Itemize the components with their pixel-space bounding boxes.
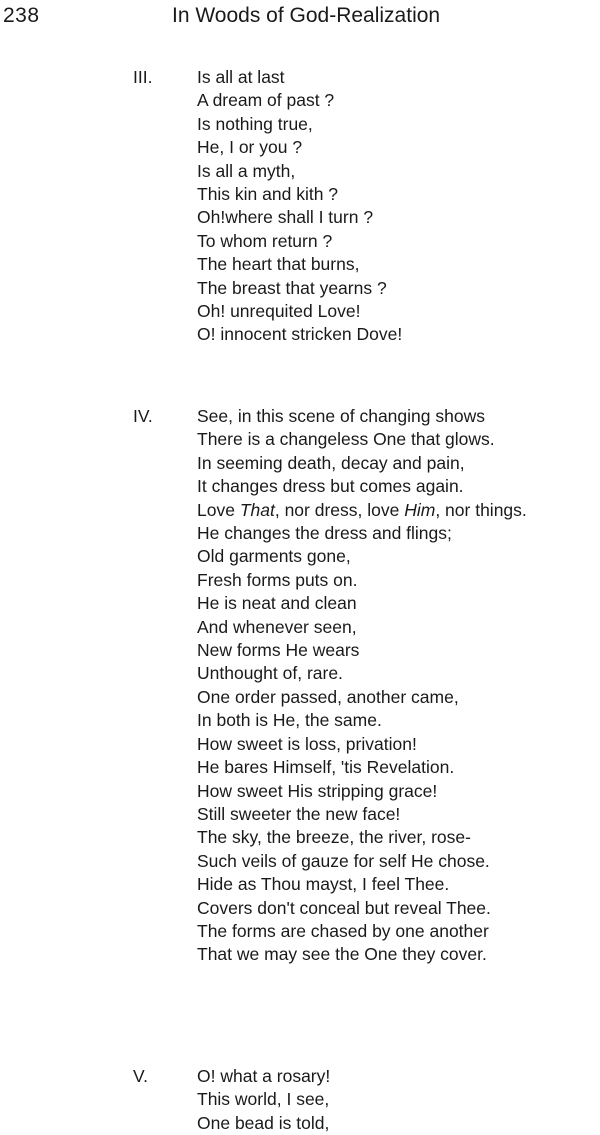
verse-line: He changes the dress and flings; [197,523,452,544]
verse-line: The forms are chased by one another [197,920,489,941]
verse-line: The breast that yearns ? [197,277,387,298]
page-number: 238 [3,4,40,27]
verse-line: Oh! unrequited Love! [197,301,361,322]
verse-line: Covers don't conceal but reveal Thee. [197,897,491,918]
verse-line: Fresh forms puts on. [197,569,358,590]
verse-line: He bares Himself, 'tis Revelation. [197,757,455,778]
stanza-number: V. [133,1066,148,1086]
verse-line: Oh!where shall I turn ? [197,207,374,228]
verse-line: Unthought of, rare. [197,663,343,684]
verse-line: New forms He wears [197,640,360,661]
verse-line: Such veils of gauze for self He chose. [197,850,490,871]
verse-text-italic: Him [404,499,436,520]
verse-line: How sweet is loss, privation! [197,733,417,754]
stanza-lines [197,1065,330,1135]
verse-line: Is all a myth, [197,160,296,181]
verse-line: And whenever seen, [197,616,357,637]
verse-line: The sky, the breeze, the river, rose- [197,827,471,848]
stanza-lines [197,405,527,967]
verse-line: One order passed, another came, [197,686,459,707]
verse-line-italic-mixed [197,499,527,522]
running-title: In Woods of God-Realization [172,4,441,27]
verse-line: Old garments gone, [197,546,351,567]
verse-line: See, in this scene of changing shows [197,406,485,426]
verse-line: He is neat and clean [197,593,357,614]
verse-line: Still sweeter the new face! [197,803,401,824]
verse-line: A dream of past ? [197,90,335,111]
verse-line: O! what a rosary! [197,1066,331,1086]
verse-line: O! innocent stricken Dove! [197,324,403,345]
verse-text: Love [197,499,240,520]
verse-text: , nor dress, love [274,499,405,520]
stanza-number: IV. [133,406,153,426]
stanza-lines [197,66,402,347]
verse-line: One bead is told, [197,1112,330,1133]
verse-text: , nor things. [435,499,527,520]
page-header [0,2,600,32]
stanza-number: III. [133,67,153,87]
verse-line: To whom return ? [197,230,333,251]
verse-line: It changes dress but comes again. [197,476,464,497]
verse-line: In both is He, the same. [197,710,382,731]
verse-line: This world, I see, [197,1089,330,1110]
verse-line: Is all at last [197,67,285,87]
verse-line: Hide as Thou mayst, I feel Thee. [197,874,450,895]
verse-line: How sweet His stripping grace! [197,780,438,801]
verse-line: That we may see the One they cover. [197,944,487,965]
verse-line: He, I or you ? [197,137,303,158]
verse-line: This kin and kith ? [197,184,339,205]
verse-line: There is a changeless One that glows. [197,429,495,450]
verse-line: The heart that burns, [197,254,360,275]
verse-line: Is nothing true, [197,113,313,134]
verse-text-italic: That [239,499,275,520]
verse-line: In seeming death, decay and pain, [197,452,465,473]
